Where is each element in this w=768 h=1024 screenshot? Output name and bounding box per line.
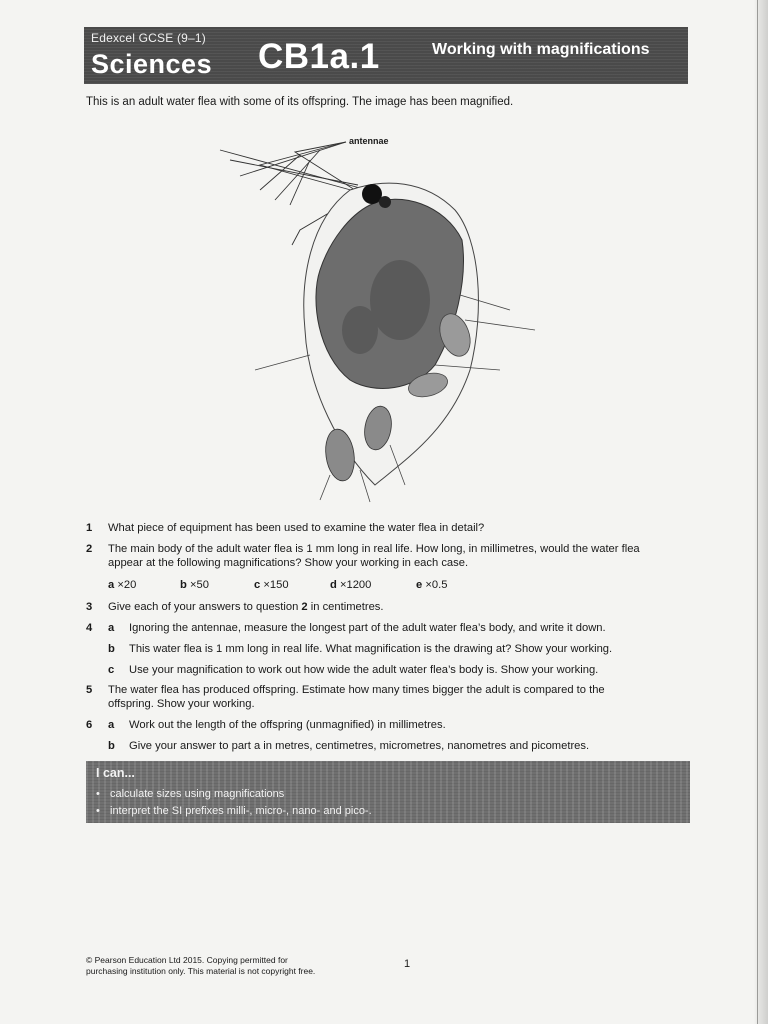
antennae-label: antennae xyxy=(349,136,389,146)
subpart-text: This water flea is 1 mm long in real life. What magnification is the drawing at? Show your working. xyxy=(129,643,613,655)
question-text xyxy=(108,600,384,615)
option-letter: e xyxy=(416,579,423,591)
i-can-box xyxy=(86,761,690,823)
question-number: 1 xyxy=(86,522,93,534)
question-text: What piece of equipment has been used to examine the water flea in detail? xyxy=(108,522,485,534)
option-e xyxy=(416,579,447,591)
subpart-letter: b xyxy=(108,643,115,655)
worksheet-code: CB1a.1 xyxy=(258,37,380,76)
option-letter: a xyxy=(108,579,115,591)
option-letter: b xyxy=(180,579,187,591)
question-number: 2 xyxy=(86,543,93,555)
question-text-part: Give each of your answers to question xyxy=(108,601,302,613)
subject-label: Sciences xyxy=(91,49,213,79)
copyright-line: © Pearson Education Ltd 2015. Copying permitted for xyxy=(86,955,288,965)
subpart-text: Give your answer to part a in metres, centimetres, micrometres, nanometres and picometres. xyxy=(129,740,590,752)
option-letter: c xyxy=(254,579,261,591)
option-a xyxy=(108,579,136,591)
page-number: 1 xyxy=(404,958,411,970)
question-number: 6 xyxy=(86,719,93,731)
question-text: The main body of the adult water flea is 1 mm long in real life. How long, in millimetres, would the water flea xyxy=(108,543,640,555)
i-can-item-text: interpret the SI prefixes milli-, micro-, nano- and pico-. xyxy=(110,805,372,817)
option-d xyxy=(330,579,371,591)
worksheet-header xyxy=(84,27,688,84)
question-number: 5 xyxy=(86,684,93,696)
bullet: • xyxy=(96,805,100,817)
option-value: ×50 xyxy=(189,579,209,591)
option-value: ×20 xyxy=(117,579,137,591)
option-value: ×150 xyxy=(263,579,289,591)
question-text-part: in centimetres. xyxy=(307,601,384,613)
question-text-cont: offspring. Show your working. xyxy=(108,698,255,710)
question-number: 3 xyxy=(86,601,93,613)
i-can-heading: I can... xyxy=(96,766,135,780)
option-value: ×0.5 xyxy=(425,579,448,591)
subpart-text: Work out the length of the offspring (unmagnified) in millimetres. xyxy=(129,719,446,731)
i-can-item-text: calculate sizes using magnifications xyxy=(110,788,285,800)
i-can-item xyxy=(96,805,372,817)
option-letter: d xyxy=(330,579,337,591)
subpart-letter: a xyxy=(108,622,115,634)
subpart-letter: b xyxy=(108,740,115,752)
subpart-letter: c xyxy=(108,664,115,676)
subpart-letter: a xyxy=(108,719,115,731)
i-can-item xyxy=(96,788,284,800)
worksheet-title: Working with magnifications xyxy=(432,41,650,58)
copyright-line: purchasing institution only. This material is not copyright free. xyxy=(86,966,316,976)
water-flea-illustration xyxy=(200,130,570,510)
question-number: 4 xyxy=(86,622,93,634)
subpart-text: Use your magnification to work out how wide the adult water flea’s body is. Show your working. xyxy=(129,664,599,676)
bullet: • xyxy=(96,788,100,800)
course-label: Edexcel GCSE (9–1) xyxy=(91,31,206,45)
option-c xyxy=(254,579,289,591)
intro-text: This is an adult water flea with some of its offspring. The image has been magnified. xyxy=(86,96,514,108)
option-b xyxy=(180,579,209,591)
copyright-notice xyxy=(86,955,315,977)
page-edge-line xyxy=(757,0,758,1024)
subpart-text: Ignoring the antennae, measure the longest part of the adult water flea’s body, and write it down. xyxy=(129,622,606,634)
question-ref: 2 xyxy=(301,601,308,613)
question-text-cont: appear at the following magnifications? Show your working in each case. xyxy=(108,557,469,569)
option-value: ×1200 xyxy=(339,579,372,591)
question-text: The water flea has produced offspring. Estimate how many times bigger the adult is compared to the xyxy=(108,684,605,696)
